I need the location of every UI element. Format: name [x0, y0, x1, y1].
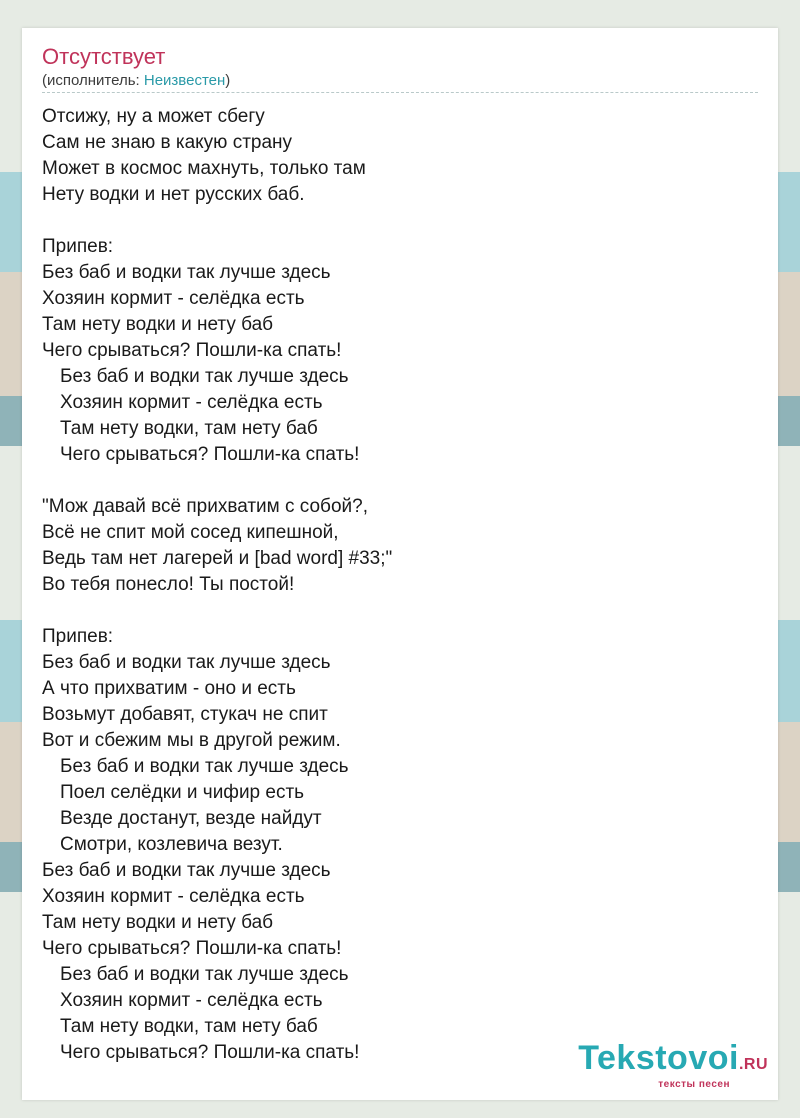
logo-text: Tekstovoi: [578, 1039, 739, 1077]
logo-tld: .RU: [738, 1056, 768, 1073]
lyric-line: Хозяин кормит - селёдка есть: [42, 288, 305, 309]
song-title: Отсутствует: [42, 44, 166, 69]
lyric-line: Хозяин кормит - селёдка есть: [60, 392, 323, 413]
lyric-line: Без баб и водки так лучше здесь: [42, 860, 331, 881]
lyric-line: Чего срываться? Пошли-ка спать!: [42, 938, 342, 959]
lyric-line: Чего срываться? Пошли-ка спать!: [42, 340, 342, 361]
lyric-line: Везде достанут, везде найдут: [60, 808, 322, 829]
lyric-line: Поел селёдки и чифир есть: [60, 782, 305, 803]
logo-tagline: тексты песен: [658, 1079, 730, 1090]
lyric-line: Без баб и водки так лучше здесь: [42, 262, 331, 283]
blank-line: [42, 208, 758, 234]
lyrics-card: [22, 28, 778, 1100]
lyric-line: Возьмут добавят, стукач не спит: [42, 704, 328, 725]
lyric-line: А что прихватим - оно и есть: [42, 678, 296, 699]
site-logo[interactable]: [578, 1040, 768, 1090]
lyric-line: Чего срываться? Пошли-ка спать!: [60, 444, 360, 465]
lyric-line: Без баб и водки так лучше здесь: [60, 964, 349, 985]
divider: [42, 92, 758, 93]
artist-line: [42, 72, 230, 90]
lyric-line: Припев:: [42, 626, 114, 647]
lyric-line: Отсижу, ну а может сбегу: [42, 106, 265, 127]
lyric-line: Там нету водки, там нету баб: [60, 418, 318, 439]
lyric-line: Хозяин кормит - селёдка есть: [42, 886, 305, 907]
lyric-line: Вот и сбежим мы в другой режим.: [42, 730, 341, 751]
artist-link[interactable]: Неизвестен: [143, 72, 226, 89]
lyrics-body: [42, 104, 758, 1066]
lyric-line: Там нету водки и нету баб: [42, 314, 274, 335]
lyric-line: Во тебя понесло! Ты постой!: [42, 574, 295, 595]
blank-line: [42, 598, 758, 624]
lyric-line: Чего срываться? Пошли-ка спать!: [60, 1042, 360, 1063]
lyric-line: Смотри, козлевича везут.: [60, 834, 283, 855]
lyric-line: Без баб и водки так лучше здесь: [42, 652, 331, 673]
artist-prefix: (исполнитель:: [42, 72, 144, 89]
lyric-line: Там нету водки и нету баб: [42, 912, 274, 933]
lyric-line: Ведь там нет лагерей и [bad word] #33;": [42, 548, 393, 569]
lyric-line: Без баб и водки так лучше здесь: [60, 366, 349, 387]
lyric-line: Всё не спит мой сосед кипешной,: [42, 522, 339, 543]
lyric-line: Сам не знаю в какую страну: [42, 132, 293, 153]
artist-suffix: ): [225, 72, 231, 89]
lyric-line: Припев:: [42, 236, 114, 257]
lyric-line: Без баб и водки так лучше здесь: [60, 756, 349, 777]
lyric-line: "Мож давай всё прихватим с собой?,: [42, 496, 368, 517]
lyric-line: Там нету водки, там нету баб: [60, 1016, 318, 1037]
lyric-line: Может в космос махнуть, только там: [42, 158, 366, 179]
lyric-line: Нету водки и нет русских баб.: [42, 184, 305, 205]
lyric-line: Хозяин кормит - селёдка есть: [60, 990, 323, 1011]
blank-line: [42, 468, 758, 494]
